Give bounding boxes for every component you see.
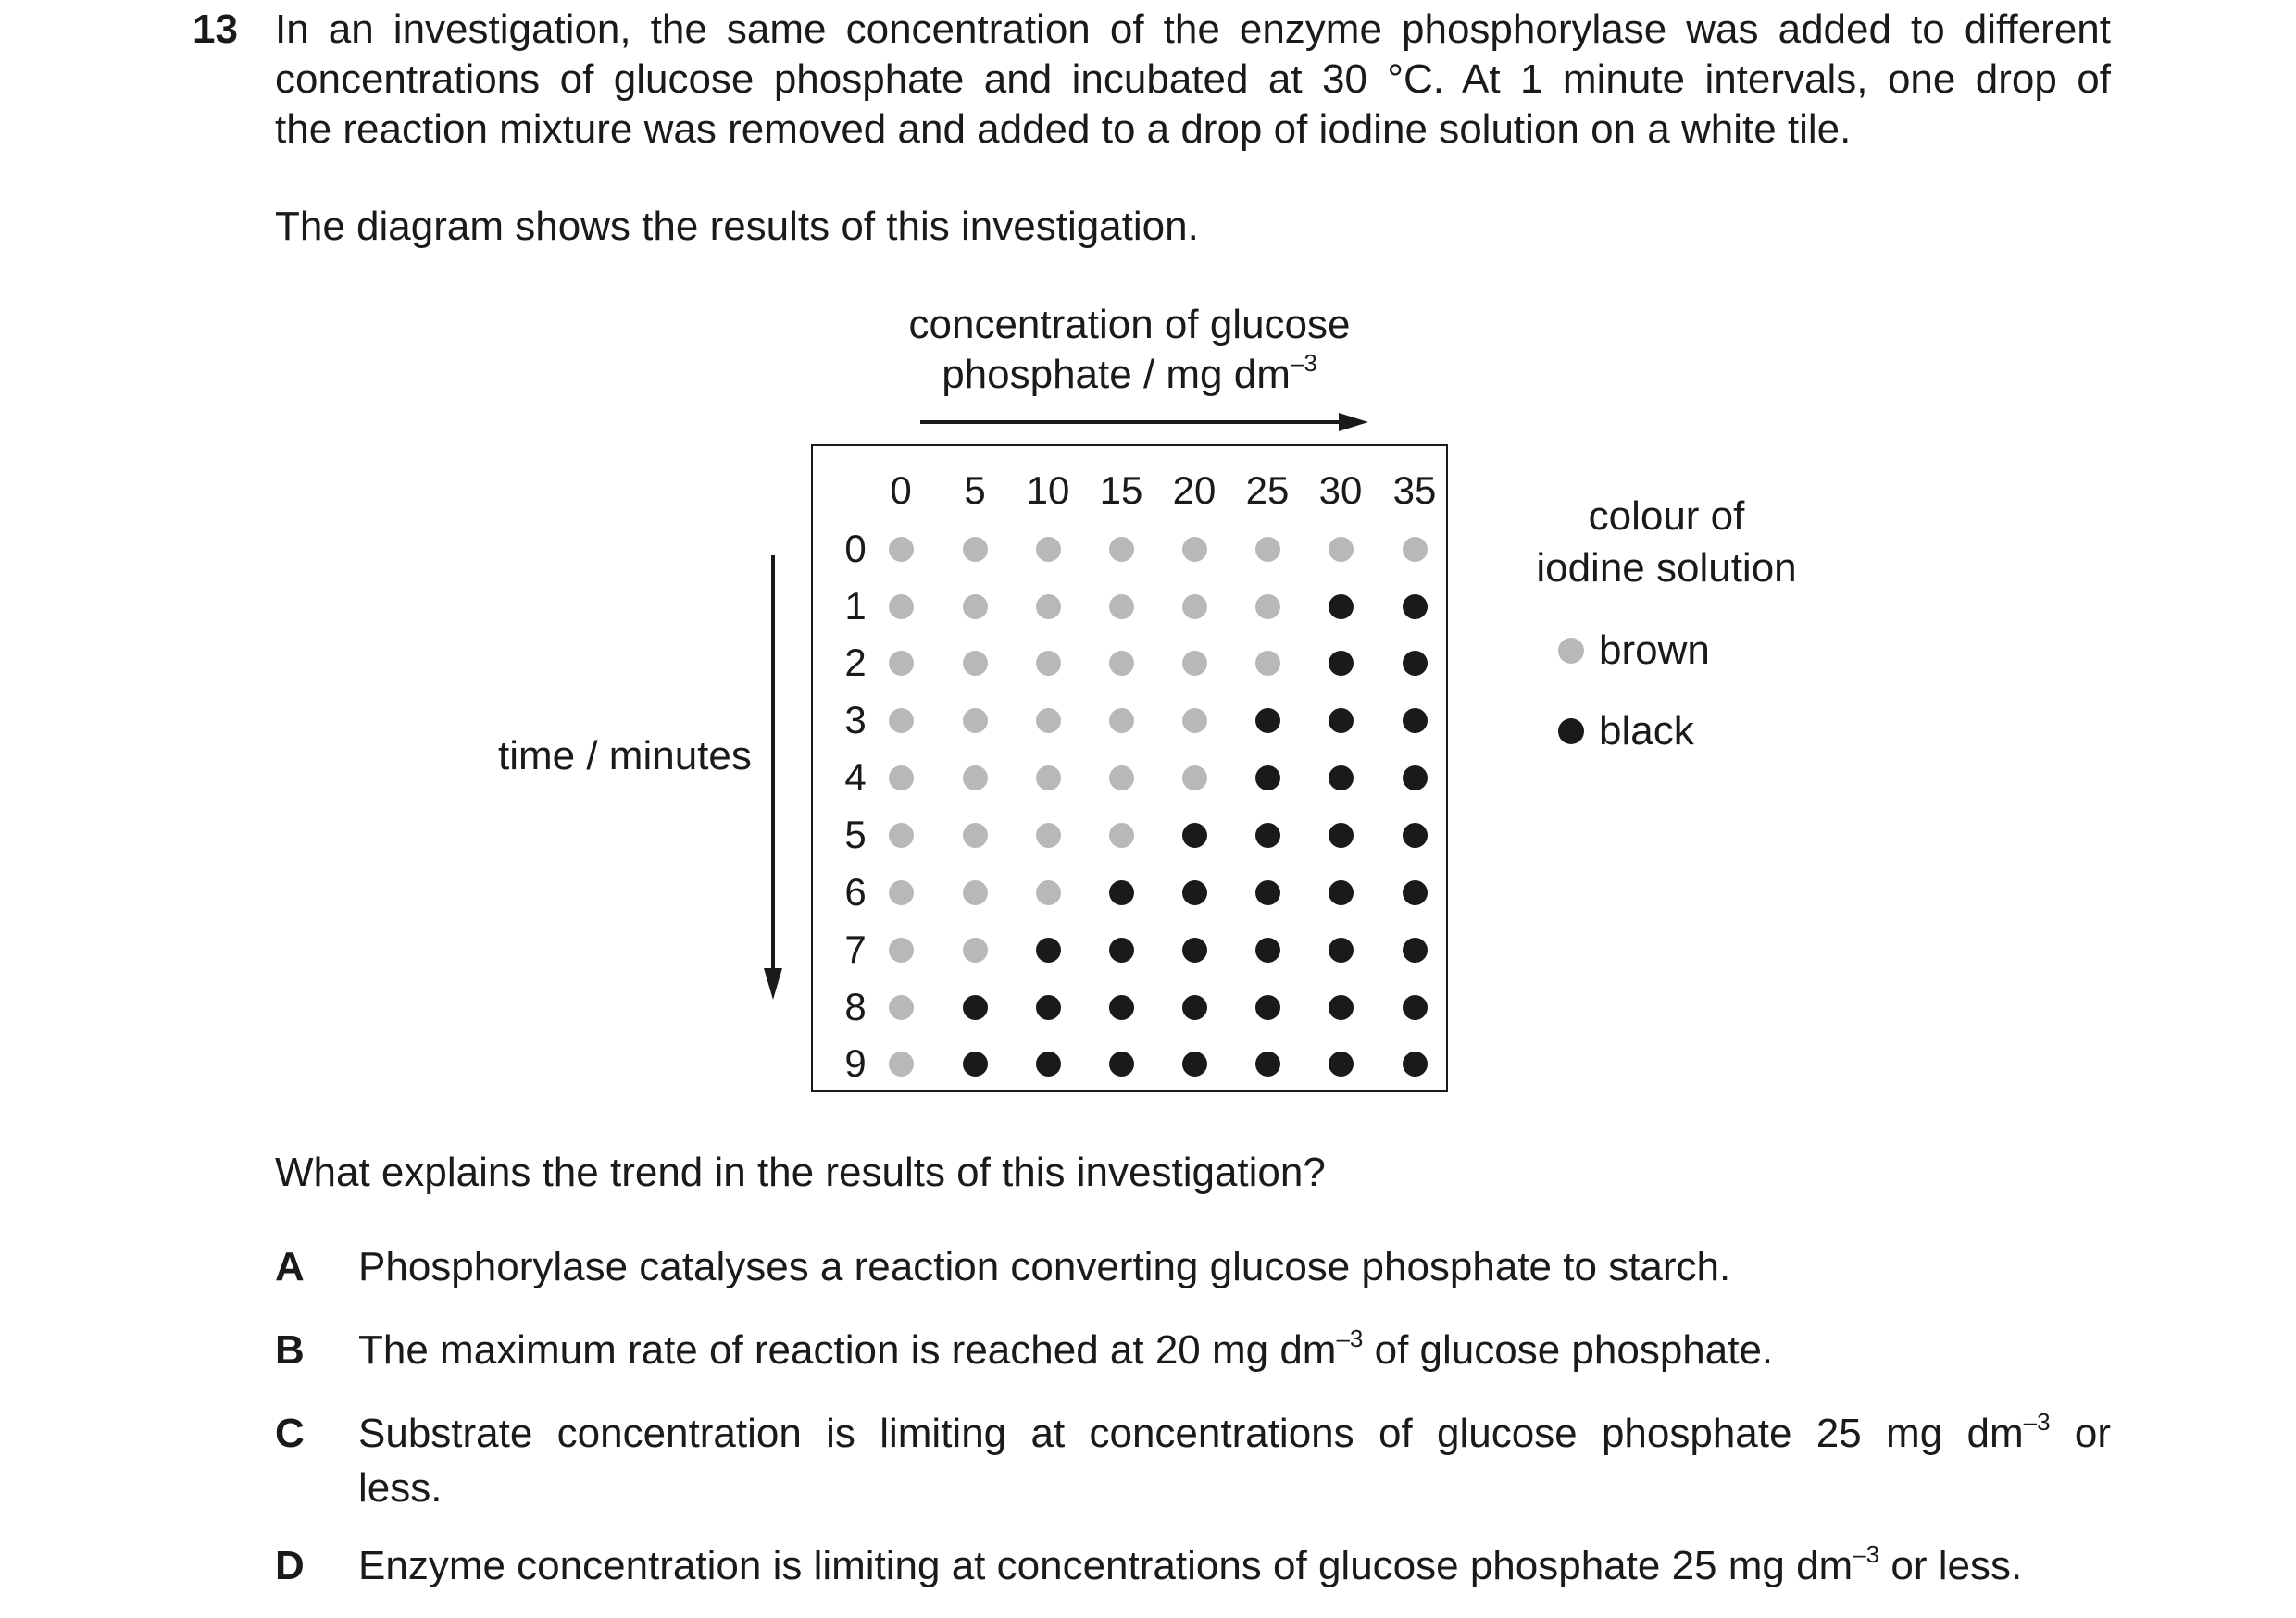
- result-dot-t1-c10: [1036, 594, 1061, 619]
- result-dot-t9-c0: [889, 1052, 914, 1077]
- legend-black-label: black: [1599, 708, 1694, 753]
- result-dot-t0-c5: [963, 537, 988, 562]
- result-dot-t5-c5: [963, 823, 988, 848]
- option-d-superscript: –3: [1853, 1540, 1880, 1568]
- result-dot-t8-c15: [1109, 995, 1134, 1020]
- result-dot-t7-c5: [963, 938, 988, 963]
- result-dot-t5-c10: [1036, 823, 1061, 848]
- result-dot-t5-c35: [1403, 823, 1428, 848]
- option-b-letter[interactable]: B: [275, 1327, 305, 1373]
- result-dot-t2-c35: [1403, 651, 1428, 676]
- result-dot-t0-c15: [1109, 537, 1134, 562]
- option-c-text[interactable]: [358, 1409, 2111, 1513]
- result-dot-t9-c25: [1255, 1052, 1280, 1077]
- time-label-9: 9: [844, 1041, 867, 1085]
- time-label-3: 3: [844, 698, 867, 741]
- option-a-text[interactable]: Phosphorylase catalyses a reaction converting glucose phosphate to starch.: [358, 1244, 1731, 1289]
- result-dot-t3-c10: [1036, 708, 1061, 733]
- option-d-text[interactable]: [358, 1541, 2111, 1596]
- result-dot-t3-c0: [889, 708, 914, 733]
- result-dot-t2-c0: [889, 651, 914, 676]
- result-dot-t6-c25: [1255, 880, 1280, 905]
- result-dot-t2-c30: [1329, 651, 1354, 676]
- result-dot-t9-c30: [1329, 1052, 1354, 1077]
- result-dot-t7-c0: [889, 938, 914, 963]
- result-dot-t0-c35: [1403, 537, 1428, 562]
- concentration-label-25: 25: [1245, 468, 1290, 512]
- legend-brown-label: brown: [1599, 628, 1710, 673]
- y-axis-arrow: [764, 555, 782, 1000]
- result-dot-t8-c25: [1255, 995, 1280, 1020]
- legend-black-dot: [1558, 718, 1584, 744]
- result-dot-t7-c35: [1403, 938, 1428, 963]
- option-c-letter[interactable]: C: [275, 1411, 305, 1456]
- result-dot-t3-c15: [1109, 708, 1134, 733]
- option-b-text-main: The maximum rate of reaction is reached at 20 mg dm: [358, 1327, 1337, 1373]
- result-dot-t9-c10: [1036, 1052, 1061, 1077]
- option-b-text-end: of glucose phosphate.: [1363, 1327, 1774, 1373]
- option-c-line-1: [358, 1409, 2111, 1463]
- result-dot-t1-c5: [963, 594, 988, 619]
- time-label-7: 7: [844, 927, 867, 971]
- legend-title-line-1: colour of: [1588, 493, 1745, 539]
- question-number: 13: [193, 6, 238, 52]
- result-dot-t7-c25: [1255, 938, 1280, 963]
- result-dot-t1-c20: [1182, 594, 1207, 619]
- result-dot-t3-c20: [1182, 708, 1207, 733]
- legend-title-line-2: iodine solution: [1536, 545, 1797, 591]
- concentration-label-5: 5: [964, 468, 986, 512]
- result-dot-t3-c35: [1403, 708, 1428, 733]
- result-dot-t4-c15: [1109, 765, 1134, 790]
- result-dot-t4-c35: [1403, 765, 1428, 790]
- result-dot-t2-c15: [1109, 651, 1134, 676]
- stem-line-3: the reaction mixture was removed and added to a drop of iodine solution on a white tile.: [275, 106, 1852, 152]
- result-dot-t4-c25: [1255, 765, 1280, 790]
- question-stem: [275, 5, 2111, 155]
- time-label-6: 6: [844, 870, 867, 914]
- result-dot-t0-c25: [1255, 537, 1280, 562]
- result-dot-t6-c15: [1109, 880, 1134, 905]
- result-dot-t1-c25: [1255, 594, 1280, 619]
- result-dot-t6-c0: [889, 880, 914, 905]
- result-dot-t4-c30: [1329, 765, 1354, 790]
- result-dot-t4-c5: [963, 765, 988, 790]
- option-b-superscript: –3: [1336, 1325, 1364, 1352]
- result-dot-t2-c10: [1036, 651, 1061, 676]
- question-prompt: What explains the trend in the results of this investigation?: [275, 1150, 1326, 1195]
- time-label-4: 4: [844, 755, 867, 799]
- result-dot-t5-c20: [1182, 823, 1207, 848]
- result-dot-t6-c5: [963, 880, 988, 905]
- result-dot-t0-c10: [1036, 537, 1061, 562]
- result-dot-t6-c35: [1403, 880, 1428, 905]
- x-axis-arrow: [920, 413, 1368, 431]
- result-dot-t8-c20: [1182, 995, 1207, 1020]
- result-dot-t3-c25: [1255, 708, 1280, 733]
- option-c-line-2: less.: [358, 1465, 443, 1511]
- result-dot-t9-c35: [1403, 1052, 1428, 1077]
- result-dot-t9-c20: [1182, 1052, 1207, 1077]
- result-dot-t2-c20: [1182, 651, 1207, 676]
- x-axis-title-text: phosphate / mg dm: [942, 352, 1291, 397]
- result-dot-t0-c30: [1329, 537, 1354, 562]
- result-dot-t8-c0: [889, 995, 914, 1020]
- diagram-intro: The diagram shows the results of this investigation.: [275, 204, 1199, 249]
- result-dot-t8-c35: [1403, 995, 1428, 1020]
- result-dot-t8-c5: [963, 995, 988, 1020]
- result-dot-t3-c5: [963, 708, 988, 733]
- option-c-superscript: –3: [2023, 1408, 2051, 1436]
- x-axis-title-superscript: –3: [1290, 349, 1317, 377]
- concentration-label-10: 10: [1026, 468, 1070, 512]
- result-dot-t5-c0: [889, 823, 914, 848]
- result-dot-t4-c10: [1036, 765, 1061, 790]
- result-dot-t1-c30: [1329, 594, 1354, 619]
- result-dot-t8-c30: [1329, 995, 1354, 1020]
- result-dot-t2-c25: [1255, 651, 1280, 676]
- result-dot-t7-c30: [1329, 938, 1354, 963]
- result-dot-t5-c15: [1109, 823, 1134, 848]
- concentration-label-35: 35: [1392, 468, 1437, 512]
- result-dot-t4-c0: [889, 765, 914, 790]
- option-c-text-end: or: [2050, 1411, 2111, 1456]
- result-dot-t9-c5: [963, 1052, 988, 1077]
- result-dot-t0-c20: [1182, 537, 1207, 562]
- legend-brown-dot: [1558, 638, 1584, 664]
- result-dot-t5-c25: [1255, 823, 1280, 848]
- time-label-0: 0: [844, 527, 867, 570]
- option-c-text-main: Substrate concentration is limiting at concentrations of glucose phosphate 25 mg dm: [358, 1411, 2024, 1456]
- x-axis-title-line-1: concentration of glucose: [908, 302, 1351, 347]
- stem-line-2: concentrations of glucose phosphate and incubated at 30 °C. At 1 minute intervals, one drop of: [275, 56, 2111, 102]
- x-axis-title: [833, 300, 1426, 404]
- result-dot-t6-c10: [1036, 880, 1061, 905]
- result-dot-t3-c30: [1329, 708, 1354, 733]
- result-dot-t9-c15: [1109, 1052, 1134, 1077]
- result-dot-t1-c35: [1403, 594, 1428, 619]
- result-dot-t7-c10: [1036, 938, 1061, 963]
- result-dot-t7-c20: [1182, 938, 1207, 963]
- option-d-text-main: Enzyme concentration is limiting at concentrations of glucose phosphate 25 mg dm: [358, 1543, 1853, 1588]
- concentration-label-15: 15: [1099, 468, 1143, 512]
- result-dot-t8-c10: [1036, 995, 1061, 1020]
- result-dot-t1-c0: [889, 594, 914, 619]
- legend-title: [1500, 491, 1833, 594]
- stem-line-1: In an investigation, the same concentration of the enzyme phosphorylase was added to different: [275, 6, 2111, 52]
- concentration-label-30: 30: [1318, 468, 1363, 512]
- time-label-8: 8: [844, 985, 867, 1028]
- option-d-letter[interactable]: D: [275, 1543, 305, 1588]
- option-b-text[interactable]: [358, 1326, 2111, 1380]
- result-dot-t0-c0: [889, 537, 914, 562]
- result-dot-t4-c20: [1182, 765, 1207, 790]
- result-dot-t6-c20: [1182, 880, 1207, 905]
- time-label-1: 1: [844, 584, 867, 628]
- result-dot-t1-c15: [1109, 594, 1134, 619]
- concentration-label-0: 0: [890, 468, 912, 512]
- x-axis-title-line-2: [833, 350, 1426, 404]
- result-dot-t7-c15: [1109, 938, 1134, 963]
- result-dot-t5-c30: [1329, 823, 1354, 848]
- result-dot-t6-c30: [1329, 880, 1354, 905]
- y-axis-label: time / minutes: [498, 733, 752, 778]
- time-label-2: 2: [844, 641, 867, 684]
- option-d-text-end: or less.: [1879, 1543, 2023, 1588]
- result-dot-t2-c5: [963, 651, 988, 676]
- time-label-5: 5: [844, 813, 867, 856]
- concentration-label-20: 20: [1172, 468, 1217, 512]
- option-a-letter[interactable]: A: [275, 1244, 305, 1289]
